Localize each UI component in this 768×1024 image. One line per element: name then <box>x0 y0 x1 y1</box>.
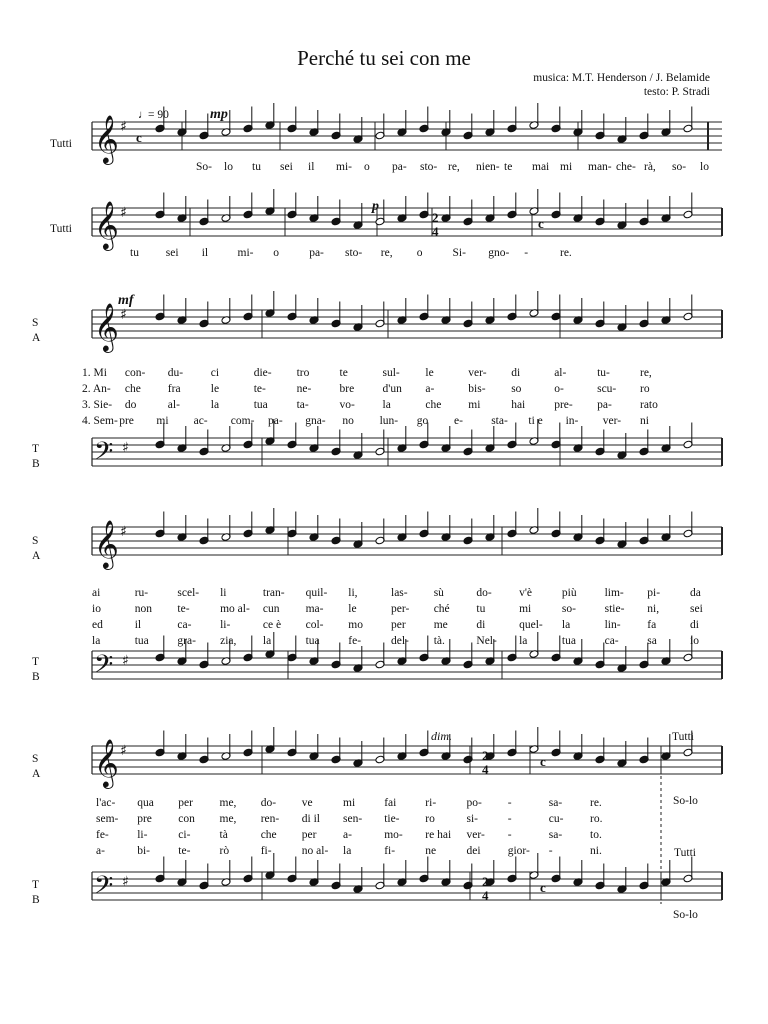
time-signature-bottom: 4 <box>432 224 439 239</box>
lyric-syllable: a- <box>425 383 435 395</box>
lyric-syllable: in- <box>565 415 579 427</box>
lyric-syllable: go <box>416 415 429 427</box>
lyric-syllable: di <box>690 619 699 631</box>
lyrics-line-2 <box>130 247 572 259</box>
lyric-syllable: 1. Mi <box>82 367 107 379</box>
lyric-syllable: te <box>504 161 513 173</box>
lyric-syllable: te- <box>178 845 191 857</box>
lyric-syllable: las- <box>391 587 408 599</box>
key-sharp-icon: ♯ <box>120 205 127 221</box>
key-sharp-icon: ♯ <box>122 440 129 456</box>
lyric-syllable: mi <box>468 399 481 411</box>
lyric-syllable: mi <box>519 603 532 615</box>
lyric-syllable: mi- <box>237 247 254 259</box>
lyric-syllable: sen- <box>343 813 363 825</box>
lyric-syllable: tua <box>253 399 268 411</box>
key-sharp-icon: ♯ <box>122 653 129 669</box>
lyric-syllable: per <box>178 797 193 809</box>
time-signature-top: 2 <box>482 748 489 763</box>
voice-label-t: T <box>32 443 40 455</box>
lyric-syllable: fe- <box>96 829 109 841</box>
voice-label-s: S <box>32 317 39 329</box>
lyric-syllable: ac- <box>193 415 208 427</box>
text-credit: testo: P. Stradi <box>643 86 710 98</box>
verse-line <box>82 415 649 427</box>
lyric-syllable: con- <box>124 367 146 379</box>
lyric-syllable: tua <box>134 635 149 647</box>
lyric-syllable: fi- <box>260 845 272 857</box>
lyric-syllable: rò <box>219 845 230 857</box>
lyric-syllable: tà <box>219 829 228 841</box>
voice-label-a: A <box>32 768 41 780</box>
lyric-syllable: il <box>308 161 315 173</box>
lyric-syllable: Nel- <box>476 635 497 647</box>
lyric-syllable: gior- <box>507 845 530 857</box>
lyric-syllable: re, <box>640 367 652 379</box>
lyric-syllable: fe- <box>348 635 362 647</box>
lyric-syllable: lo <box>700 161 709 173</box>
voice-label-s: S <box>32 753 39 765</box>
lyric-syllable: mo <box>348 619 364 631</box>
lyric-syllable: la <box>561 619 571 631</box>
system-4 <box>32 508 722 685</box>
lyric-syllable: quel- <box>519 619 543 631</box>
lyric-syllable: che <box>260 829 277 841</box>
lyric-syllable: tran- <box>262 587 285 599</box>
lyric-syllable: la <box>92 635 101 647</box>
lyric-syllable: io <box>92 603 101 615</box>
lyric-syllable: sù <box>433 587 444 599</box>
lyric-syllable: fai <box>384 797 397 809</box>
lyric-syllable: tie- <box>384 813 400 825</box>
lyric-syllable: v'è <box>519 587 533 599</box>
verse-line <box>96 845 602 857</box>
verse-line <box>82 383 650 395</box>
verse-line <box>92 603 703 615</box>
time-signature-top: 2 <box>432 210 439 225</box>
lyric-syllable: lo <box>224 161 233 173</box>
lyric-syllable: tu <box>476 603 486 615</box>
lyric-syllable: Si- <box>452 247 466 259</box>
system-2 <box>50 189 722 259</box>
time-signature-bottom: 4 <box>482 762 489 777</box>
tutti-label-lower: Tutti <box>674 847 696 859</box>
lyric-syllable: no <box>342 415 354 427</box>
lyric-syllable: tu <box>252 161 261 173</box>
verse-line <box>82 367 652 379</box>
lyric-syllable: - <box>548 845 553 857</box>
lyric-syllable: ci <box>210 367 220 379</box>
lyric-syllable: di <box>511 367 521 379</box>
end-lyric-lower: So-lo <box>673 909 698 921</box>
verse-line <box>92 587 701 599</box>
lyric-syllable: mi <box>343 797 356 809</box>
lyric-syllable: che- <box>616 161 636 173</box>
lyric-syllable: mi <box>560 161 573 173</box>
lyric-syllable: cun <box>262 603 280 615</box>
lyric-syllable: sta- <box>491 415 508 427</box>
lyric-syllable: bi- <box>137 845 150 857</box>
lyric-syllable: lim- <box>604 587 624 599</box>
lyric-syllable: li, <box>348 587 358 599</box>
quarter-note-icon: ♩ <box>138 109 150 121</box>
lyric-syllable: o <box>364 161 370 173</box>
lyric-syllable: te- <box>253 383 266 395</box>
lyric-syllable: com- <box>230 415 255 427</box>
key-sharp-icon: ♯ <box>120 524 127 540</box>
lyric-syllable: sei <box>165 247 179 259</box>
lyric-syllable: nien- <box>476 161 500 173</box>
verse-block-5 <box>96 797 603 857</box>
bass-clef-icon: 𝄢 <box>94 437 114 472</box>
verse-line <box>96 813 603 825</box>
lyric-syllable: stie- <box>604 603 625 615</box>
dynamic-mp: mp <box>210 107 228 122</box>
staff-sa-4 <box>92 508 722 555</box>
lyric-syllable: ni, <box>647 603 660 615</box>
lyric-syllable: - <box>524 247 529 259</box>
dynamic-p: p <box>372 199 379 214</box>
key-sharp-icon: ♯ <box>120 743 127 759</box>
verse-line <box>92 635 699 647</box>
lyric-syllable: no al- <box>301 845 329 857</box>
lyric-syllable: gra- <box>177 635 196 647</box>
lyric-syllable: ni <box>640 415 649 427</box>
lyric-syllable: ren- <box>260 813 280 825</box>
lyric-syllable: le <box>210 383 220 395</box>
lyric-syllable: ca- <box>604 635 619 647</box>
lyric-syllable: vo- <box>339 399 355 411</box>
lyric-syllable: che <box>124 383 141 395</box>
lyric-syllable: sa- <box>548 829 563 841</box>
end-lyric-upper: So-lo <box>673 795 698 807</box>
lyric-syllable: bis- <box>468 383 486 395</box>
lyric-syllable: dei <box>466 845 481 857</box>
lyric-syllable: - <box>507 829 512 841</box>
lyric-syllable: di <box>476 619 486 631</box>
lyric-syllable: bre <box>339 383 355 395</box>
lyric-syllable: ca- <box>177 619 192 631</box>
lyric-syllable: ne <box>425 845 437 857</box>
time-signature-top: 2 <box>482 874 489 889</box>
lyric-syllable: o- <box>554 383 564 395</box>
system-5 <box>32 727 722 921</box>
lyric-syllable: pi- <box>647 587 661 599</box>
lyric-syllable: 2. An- <box>82 383 111 395</box>
lyric-syllable: sto- <box>345 247 363 259</box>
lyric-syllable: io <box>690 635 699 647</box>
lyric-syllable: li- <box>220 619 231 631</box>
verse-block-3 <box>82 367 658 427</box>
music-credit: musica: M.T. Henderson / J. Belamide <box>533 72 710 84</box>
staff-tutti-1 <box>92 103 722 150</box>
lyric-syllable: me, <box>219 797 237 809</box>
verse-line <box>92 619 699 631</box>
lyric-syllable: gno- <box>488 247 510 259</box>
lyric-syllable: fa <box>647 619 657 631</box>
treble-clef-icon: 𝄞 <box>94 738 119 787</box>
staff-tb-3 <box>92 419 722 466</box>
lyric-syllable: me <box>433 619 448 631</box>
lyric-syllable: si- <box>466 813 478 825</box>
treble-clef-icon: 𝄞 <box>94 200 119 249</box>
time-signature-common: c <box>540 754 546 769</box>
lyric-syllable: to. <box>590 829 602 841</box>
lyric-syllable: ro <box>640 383 650 395</box>
lyric-syllable: quil- <box>305 587 328 599</box>
lyric-syllable: - <box>507 797 512 809</box>
lyric-syllable: du- <box>167 367 184 379</box>
treble-clef-icon: 𝄞 <box>94 114 119 163</box>
lyric-syllable: po- <box>466 797 482 809</box>
lyric-syllable: ver- <box>468 367 487 379</box>
lyrics-line-1 <box>196 161 709 173</box>
treble-clef-icon: 𝄞 <box>94 519 119 568</box>
bass-clef-icon: 𝄢 <box>94 650 114 685</box>
lyric-syllable: l'ac- <box>96 797 116 809</box>
lyric-syllable: tua <box>305 635 320 647</box>
lyric-syllable: o <box>273 247 280 259</box>
lyric-syllable: te- <box>177 603 190 615</box>
lyric-syllable: le <box>425 367 434 379</box>
lyric-syllable: mi <box>156 415 169 427</box>
voice-label-b: B <box>32 458 40 470</box>
tempo-value: = 90 <box>148 109 169 121</box>
lyric-syllable: do <box>124 399 137 411</box>
key-sharp-icon: ♯ <box>120 119 127 135</box>
system-3 <box>32 291 722 472</box>
dynamic-mf: mf <box>118 293 134 308</box>
lyric-syllable: scel- <box>177 587 200 599</box>
lyric-syllable: scu- <box>597 383 617 395</box>
treble-clef-icon: 𝄞 <box>94 302 119 351</box>
verse-line <box>96 829 602 841</box>
lyric-syllable: tua <box>561 635 576 647</box>
voice-label-t: T <box>32 656 40 668</box>
lyric-syllable: al- <box>554 367 567 379</box>
lyric-syllable: tu <box>130 247 139 259</box>
lyric-syllable: ta- <box>296 399 309 411</box>
lyric-syllable: mai <box>532 161 550 173</box>
lyric-syllable: del- <box>391 635 409 647</box>
time-signature-common: c <box>538 216 544 231</box>
lyric-syllable: rato <box>640 399 658 411</box>
lyric-syllable: mo al- <box>220 603 250 615</box>
lyric-syllable: ci- <box>178 829 191 841</box>
lyric-syllable: la <box>210 399 220 411</box>
lyric-syllable: tro <box>296 367 310 379</box>
lyric-syllable: ma- <box>305 603 324 615</box>
lyric-syllable: col- <box>305 619 324 631</box>
verse-line <box>82 399 658 411</box>
voice-label-a: A <box>32 550 41 562</box>
verse-line <box>96 797 602 809</box>
lyric-syllable: pre <box>137 813 152 825</box>
voice-label-tutti-2: Tutti <box>50 223 72 235</box>
lyric-syllable: la <box>262 635 272 647</box>
lyric-syllable: al- <box>167 399 180 411</box>
lyric-syllable: re hai <box>425 829 452 841</box>
lyric-syllable: a- <box>96 845 105 857</box>
dynamic-dim: dim. <box>431 729 452 743</box>
lyric-syllable: non <box>134 603 152 615</box>
lyric-syllable: ti e <box>528 415 543 427</box>
lyric-syllable: qua <box>137 797 154 809</box>
lyric-syllable: pa- <box>268 415 283 427</box>
key-sharp-icon: ♯ <box>122 874 129 890</box>
lyric-syllable: le <box>348 603 357 615</box>
lyric-syllable: tà. <box>433 635 445 647</box>
lyric-syllable: li <box>220 587 227 599</box>
lyric-syllable: lun- <box>379 415 399 427</box>
lyric-syllable: per <box>301 829 317 841</box>
staff-tutti-2 <box>92 189 722 236</box>
lyric-syllable: ve <box>301 797 313 809</box>
lyric-syllable: sei <box>280 161 293 173</box>
lyric-syllable: il <box>134 619 142 631</box>
voice-label-a: A <box>32 332 41 344</box>
lyric-syllable: fra <box>167 383 181 395</box>
system-1 <box>50 103 722 173</box>
verse-block-4 <box>92 587 703 647</box>
lyric-syllable: sa- <box>548 797 563 809</box>
lyric-syllable: re. <box>560 247 572 259</box>
lyric-syllable: ro <box>425 813 435 825</box>
lyric-syllable: - <box>507 813 512 825</box>
lyric-syllable: ce è <box>262 619 282 631</box>
lyric-syllable: sul- <box>382 367 400 379</box>
lyric-syllable: pa- <box>392 161 407 173</box>
lyric-syllable: che <box>425 399 442 411</box>
voice-label-tutti: Tutti <box>50 138 72 150</box>
lyric-syllable: ne- <box>296 383 312 395</box>
lyric-syllable: pre <box>119 415 134 427</box>
lyric-syllable: mi- <box>336 161 352 173</box>
lyric-syllable: con <box>178 813 195 825</box>
lyric-syllable: ché <box>433 603 450 615</box>
lyric-syllable: rà, <box>644 161 656 173</box>
lyric-syllable: e- <box>454 415 463 427</box>
lyric-syllable: a- <box>343 829 352 841</box>
lyric-syllable: li- <box>137 829 148 841</box>
voice-label-b: B <box>32 894 40 906</box>
lyric-syllable: sa <box>647 635 657 647</box>
lyric-syllable: me, <box>219 813 237 825</box>
lyric-syllable: gna- <box>305 415 326 427</box>
lyric-syllable: lin- <box>604 619 621 631</box>
lyric-syllable: sem- <box>96 813 119 825</box>
lyric-syllable: So- <box>196 161 212 173</box>
staff-sa-3 <box>92 291 722 338</box>
lyric-syllable: 3. Sie- <box>82 399 113 411</box>
lyric-syllable: do- <box>476 587 492 599</box>
lyric-syllable: pa- <box>597 399 612 411</box>
voice-label-t: T <box>32 879 40 891</box>
lyric-syllable: ru- <box>134 587 149 599</box>
time-signature-common: c <box>136 130 142 145</box>
lyric-syllable: sto- <box>420 161 438 173</box>
lyric-syllable: fi- <box>384 845 396 857</box>
lyric-syllable: pre- <box>554 399 573 411</box>
lyric-syllable: da <box>690 587 701 599</box>
lyric-syllable: per <box>391 619 406 631</box>
lyric-syllable: man- <box>588 161 612 173</box>
lyric-syllable: mo- <box>384 829 403 841</box>
lyric-syllable: ai <box>92 587 101 599</box>
staff-tb-5 <box>92 853 722 900</box>
lyric-syllable: re, <box>448 161 460 173</box>
lyric-syllable: più <box>561 587 577 599</box>
lyric-syllable: di il <box>301 813 321 825</box>
lyric-syllable: so- <box>672 161 687 173</box>
tutti-label-upper: Tutti <box>672 731 694 743</box>
lyric-syllable: la <box>343 845 352 857</box>
lyric-syllable: sei <box>690 603 703 615</box>
staff-sa-5 <box>92 727 722 774</box>
bass-clef-icon: 𝄢 <box>94 871 114 906</box>
lyric-syllable: la <box>382 399 391 411</box>
time-signature-bottom: 4 <box>482 888 489 903</box>
lyric-syllable: hai <box>511 399 526 411</box>
lyric-syllable: re. <box>590 797 602 809</box>
song-title: Perché tu sei con me <box>297 46 471 70</box>
lyric-syllable: 4. Sem- <box>82 415 118 427</box>
lyric-syllable: ni. <box>590 845 602 857</box>
lyric-syllable: per- <box>391 603 410 615</box>
lyric-syllable: ver- <box>602 415 622 427</box>
lyric-syllable: so- <box>561 603 576 615</box>
lyric-syllable: o <box>416 247 423 259</box>
lyric-syllable: ro. <box>590 813 603 825</box>
lyric-syllable: la <box>519 635 528 647</box>
lyric-syllable: te <box>339 367 348 379</box>
time-signature-common: c <box>540 880 546 895</box>
lyric-syllable: ed <box>92 619 103 631</box>
lyric-syllable: d'un <box>382 383 402 395</box>
lyric-syllable: tu- <box>597 367 610 379</box>
lyric-syllable: ver- <box>466 829 485 841</box>
lyric-syllable: cu- <box>548 813 564 825</box>
lyric-syllable: pa- <box>309 247 324 259</box>
lyric-syllable: die- <box>253 367 272 379</box>
tempo-marking <box>138 109 169 121</box>
voice-label-b: B <box>32 671 40 683</box>
key-sharp-icon: ♯ <box>120 307 127 323</box>
lyric-syllable: il <box>201 247 209 259</box>
lyric-syllable: do- <box>260 797 277 809</box>
voice-label-s: S <box>32 535 39 547</box>
lyric-syllable: so <box>511 383 522 395</box>
lyric-syllable: ri- <box>425 797 437 809</box>
lyric-syllable: zia, <box>220 635 237 647</box>
lyric-syllable: re, <box>380 247 393 259</box>
